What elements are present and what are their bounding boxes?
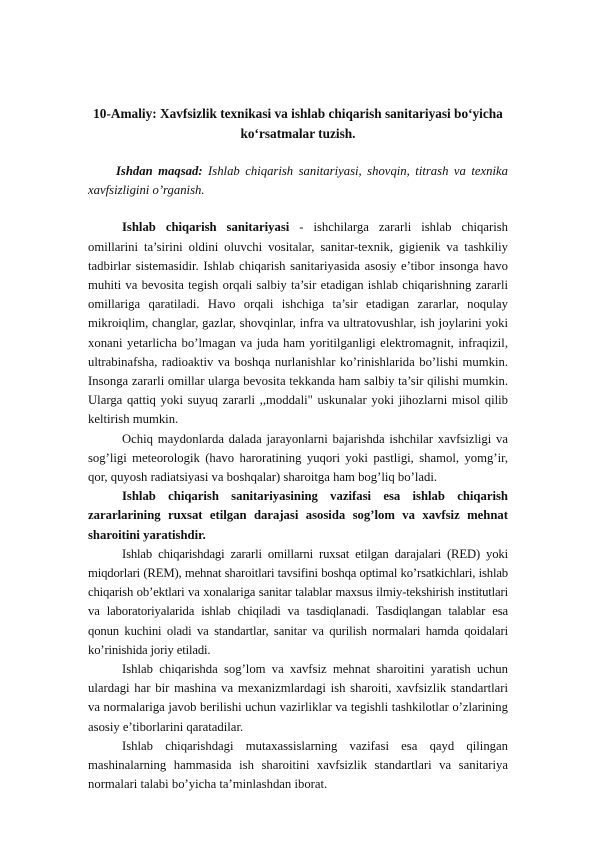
paragraph-limits: Ishlab chiqarishdagi zararli omillarni ruxsat etilgan darajalari (RED) yoki miqdorlari (REM), mehnat sharoitlari tavsifini boshqa optimal ko’rsatkichlari, ishlab chiqarish ob’ektlari va xonalariga sanitar talablar maxsus ilmiy-tekshirish institutlari va laboratoriyalarida ishlab chiqiladi va tasdiqlanadi. Tasdiqlangan talablar esa qonun kuchini oladi va standartlar, sanitar va qurilish normalari hamda qoidalari ko’rinishida joriy etiladi. [88, 546, 508, 657]
paragraph-safe-conditions: Ishlab chiqarishda sog’lom va xavfsiz mehnat sharoitini yaratish uchun ulardagi har bir mashina va mexanizmlardagi ish sharoiti, xavfsizlik standartlari va normalariga javob berilishi uchun vazirliklar va tegishli tashkilotlar o’zlarining asosiy e’tiborlarini qaratadilar. [88, 662, 508, 734]
sanitation-term: Ishlab chiqarish sanitariyasi [122, 220, 290, 235]
document-title [88, 104, 508, 144]
body-text [88, 218, 508, 794]
title-line-2: ko‘rsatmalar tuzish. [240, 126, 356, 141]
document-page [88, 104, 508, 795]
aim-paragraph [88, 162, 508, 200]
paragraph-sanitation-task: Ishlab chiqarish sanitariyasining vazifasi esa ishlab chiqarish zararlarining ruxsat etilgan darajasi asosida sog’lom va xavfsiz mehnat sharoitini yaratishdir. [88, 489, 508, 542]
sanitation-definition-text: - ishchilarga zararli ishlab chiqarish omillarini ta’sirini oldini oluvchi vositalar, sanitar-texnik, gigienik va tashkiliy tadbirlar sistemasidir. Ishlab chiqarish sanitariyasida asosiy e’tibor insonga havo muhiti va bevosita tegish orqali salbiy ta’sir etadigan ishlab chiqarishning zararli omillariga qaratiladi. Havo orqali ishchiga ta’sir etadigan zararlar, noqulay mikroiqlim, changlar, gazlar, shovqinlar, infra va ultratovushlar, ish joylarini yoki xonani yetarlicha bo’lmagan va juda ham yoritilganligi elektromagnit, infraqizil, ultrabinafsha, radioaktiv va boshqa nurlanishlar ko’rinishlarida bo’lishi mumkin. Insonga zararli omillar ularga bevosita tekkanda ham salbiy ta’sir qilishi mumkin. Ularga qattiq yoki suyuq zararli ,,moddali" uskunalar yoki jihozlarni misol qilib keltirish mumkin. [88, 220, 508, 427]
aim-label: Ishdan maqsad: [116, 164, 203, 178]
paragraph-sanitation-definition [88, 218, 508, 429]
paragraph-specialists-task: Ishlab chiqarishdagi mutaxassislarning vazifasi esa qayd qilingan mashinalarning hammasida ish sharoitini xavfsizlik standartlari va sanitariya normalari talabi bo’yicha ta’minlashdan iborat. [88, 738, 508, 792]
aim-text: Ishlab chiqarish sanitariyasi, shovqin, titrash va texnika xavfsizligini o’rganish. [88, 164, 508, 198]
title-line-1: 10-Amaliy: Xavfsizlik texnikasi va ishlab chiqarish sanitariyasi bo‘yicha [93, 106, 503, 121]
paragraph-open-field: Ochiq maydonlarda dalada jarayonlarni bajarishda ishchilar xavfsizligi va sog’ligi meteorologik (havo haroratining yuqori yoki pastligi, shamol, yomg’ir, qor, quyosh radiatsiyasi va boshqalar) sharoitga ham bog’liq bo’ladi. [88, 431, 508, 485]
